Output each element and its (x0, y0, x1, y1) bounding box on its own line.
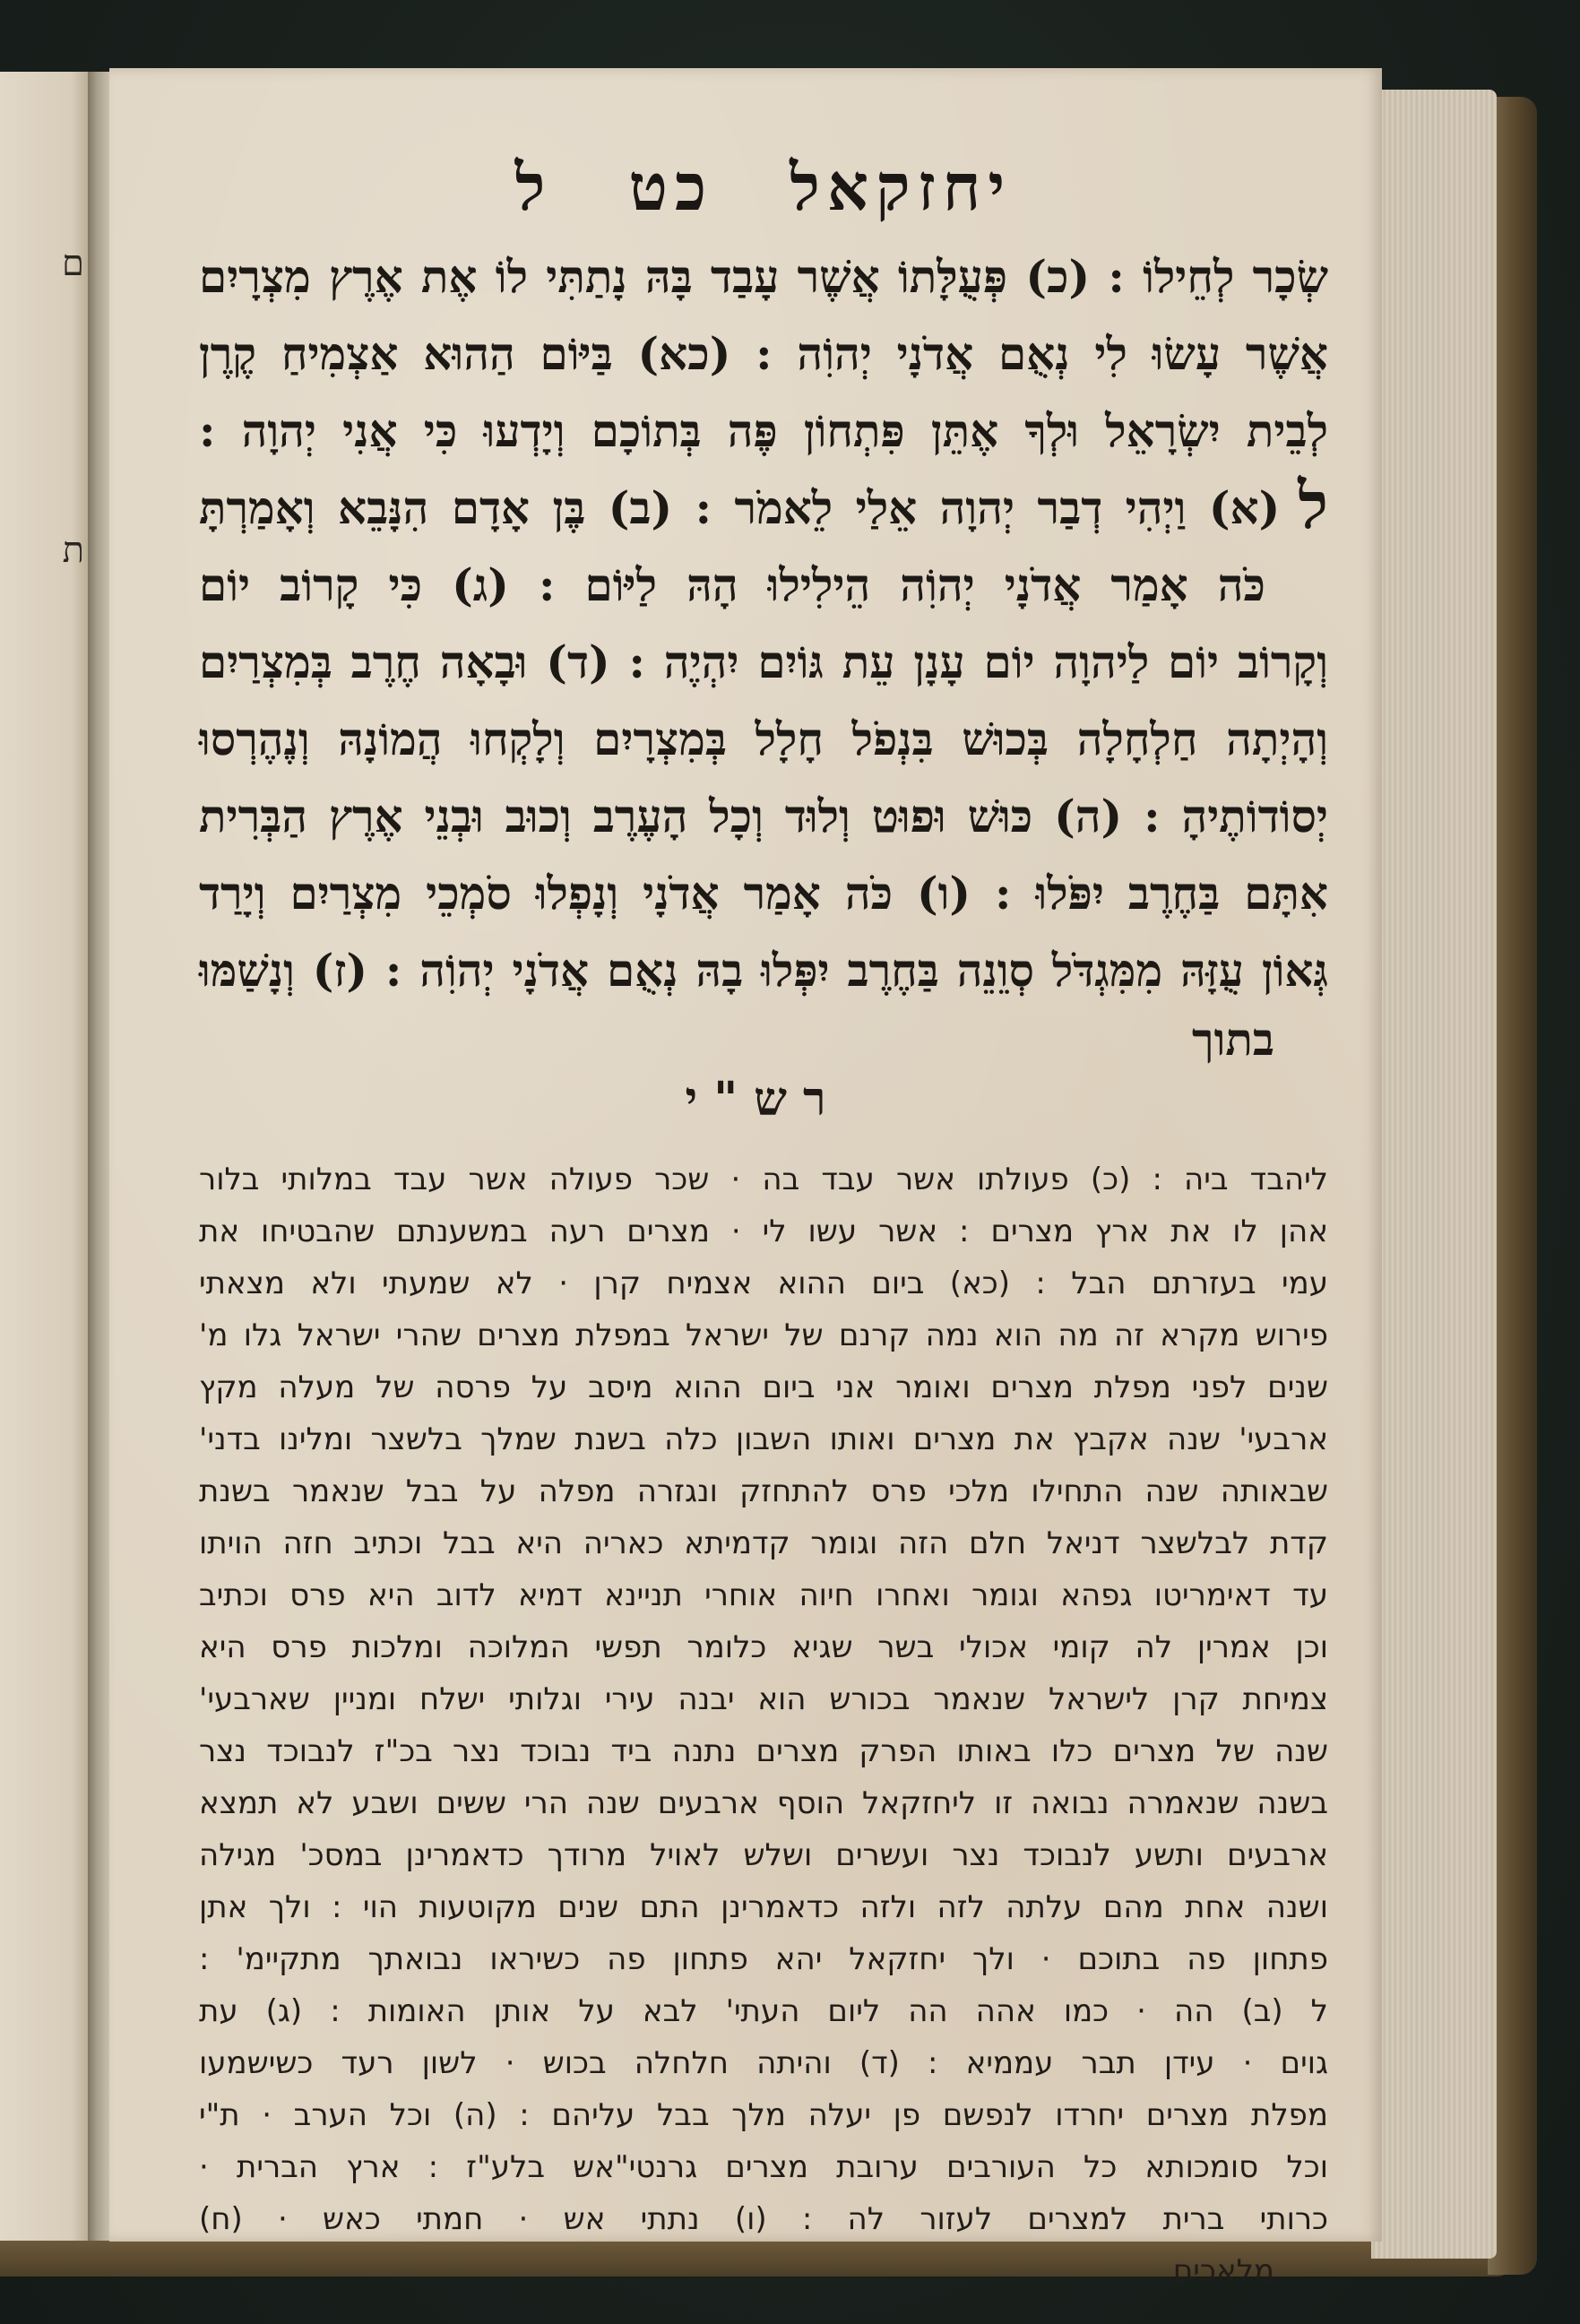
left-page-sliver (0, 72, 90, 2241)
chapter-number: ל (1298, 467, 1328, 543)
verse-line: כֹּה אָמַר אֲדֹנָי יְהוִֹה הֵילִילוּ הָהּ לַיּוֹם : (ג) כִּי קָרוֹב יוֹם (199, 558, 1265, 611)
running-head-book: יחזקאל (790, 149, 1013, 225)
page-block-edges (1371, 90, 1497, 2259)
left-page-text-fragment: ם (62, 243, 84, 284)
running-head (199, 149, 1328, 226)
commentary-line: ל (ב) הה · כמו אהה הה ליום העתי' לבא על אותן האומות : (ג) עת (199, 1993, 1328, 2029)
left-page-text-fragment: ת (62, 530, 84, 571)
verse-line: לְבֵית יִשְׂרָאֵל וּלְךָ אֶתֵּן פִּתְחוֹן פֶּה בְּתוֹכָם וְיָדְעוּ כִּי אֲנִי יְהוָה : (199, 404, 1328, 457)
commentary-line: צמיחת קרן לישראל שנאמר בכורש הוא יבנה עירי וגלותי ישלח ומניין שארבעי' (199, 1681, 1328, 1717)
commentary-title: רש"י (685, 1072, 842, 1127)
commentary-line: עמי בעזרתם הבל : (כא) ביום ההוא אצמיח קרן · לא שמעתי ולא מצאתי (199, 1266, 1328, 1301)
book-gutter (88, 72, 111, 2241)
commentary-line: פתחון פה בתוכם · ולך יחזקאל יהא פתחון פה כשיראו נבואתך מתקיימ' : (199, 1941, 1328, 1977)
commentary-text (199, 1153, 1328, 2297)
commentary-line: אהן לו את ארץ מצרים : אשר עשו לי · מצרים רעה במשענתם שהבטיחו את (199, 1214, 1328, 1249)
book-page (109, 68, 1382, 2289)
commentary-line: ארבעי' שנה אקבץ את מצרים ואותו השבון כלה בשנת שמלך בלשצר ומלינו בדני' (199, 1421, 1328, 1457)
commentary-line: וכל סומכותא כל העורבים ערובת מצרים גרנטי"אש בלע"ז : ארץ הברית · (199, 2149, 1328, 2185)
commentary-line: שנים לפני מפלת מצרים ואומר אני ביום ההוא מיסב על פרסה של מעלה מקץ (199, 1369, 1328, 1405)
scripture-text (199, 238, 1328, 1067)
commentary-line: ליהבד ביה : (כ) פעולתו אשר עבד בה · שכר פעולה אשר עבד במלותי בלור (199, 1162, 1328, 1197)
verse-line-chapter-start (199, 467, 1328, 547)
commentary-line: מלאכים (1172, 2253, 1274, 2289)
commentary-line: בשנה שנאמרה נבואה זו ליחזקאל הוסף ארבעים שנה הרי ששים ושבע לא תמצא (199, 1785, 1328, 1821)
commentary-line: פירוש מקרא זה מה הוא נמה קרנם של ישראל במפלת מצרים שהרי ישראל גלו מ' (199, 1318, 1328, 1353)
commentary-line: כרותי ברית למצרים לעזור לה : (ו) נתתי אש · חמתי כאש · (ח) (199, 2201, 1328, 2237)
catchword: בתוך (1192, 1013, 1274, 1066)
commentary-line: ושנה אחת מהם עלתה לזה ולזה כדאמרינן התם שנים מקוטעות הוי : ולך אתן (199, 1889, 1328, 1925)
verse-line: וְקָרוֹב יוֹם לַיהוָה יוֹם עָנָן עֵת גּוֹיִם יִהְיֶה : (ד) וּבָאָה חֶרֶב בְּמִצְרַיִם (199, 635, 1328, 688)
commentary-line: קדת לבלשצר דניאל חלם הזה וגומר קדמיתא כאריה היא בבל וכתיב חזה הויתו (199, 1525, 1328, 1561)
page-content (199, 149, 1328, 2297)
verse-line: אֲשֶׁר עָשׂוּ לִי נְאֻם אֲדֹנָי יְהוִֹה : (כא) בַּיּוֹם הַהוּא אַצְמִיחַ קֶרֶן (199, 327, 1328, 380)
verse-line-text: (א) וַיְהִי דְבַר יְהוָה אֵלַי לֵאמֹר : (ב) בֶּן אָדָם הִנָּבֵא וְאָמַרְתָּ (199, 481, 1281, 534)
verse-line: שְׂכָר לְחֵילוֹ : (כ) פְּעֻלָּתוֹ אֲשֶׁר עָבַד בָּהּ נָתַתִּי לוֹ אֶת אֶרֶץ מִצְרָיִם (199, 250, 1328, 303)
commentary-line: גוים · עידן תבר עממיא : (ד) והיתה חלחלה בכוש · לשון רעד כשישמעו (199, 2045, 1328, 2081)
verse-line: אִתָּם בַּחֶרֶב יִפֹּלוּ : (ו) כֹּה אָמַר אֲדֹנָי וְנָפְלוּ סֹמְכֵי מִצְרַיִם וְיָרַד (199, 867, 1328, 920)
commentary-line: שנה של מצרים כלו באותו הפרק מצרים נתנה ביד נבוכד נצר בכ"ז לנבוכד נצר (199, 1733, 1328, 1769)
verse-line: גְּאוֹן עֻזָּהּ מִמִּגְדֹּל סְוֵנֵה בַּחֶרֶב יִפְּלוּ בָהּ נְאֻם אֲדֹנָי יְהוִֹה : (ז) וְנָשַׁמּוּ (199, 944, 1328, 997)
verse-line: יְסוֹדוֹתֶיהָ : (ה) כּוּשׁ וּפוּט וְלוּד וְכָל הָעֶרֶב וְכוּב וּבְנֵי אֶרֶץ הַבְּרִית (199, 790, 1328, 842)
running-head-chapter: כט (628, 149, 714, 225)
commentary-line: מפלת מצרים יחרדו לנפשם פן יעלה מלך בבל עליהם : (ה) וכל הערב · ת"י (199, 2097, 1328, 2133)
commentary-line: וכן אמרין לה קומי אכולי בשר שגיא כלומר תפשי המלוכה ומלכות פרס היא (199, 1629, 1328, 1665)
commentary-line: עד דאימריטו גפהא וגומר ואחרו חיוה אוחרי תניינא דמיא לדוב היא פרס וכתיב (199, 1577, 1328, 1613)
running-head-chapter: ל (514, 149, 553, 225)
commentary-line: שבאותה שנה התחילו מלכי פרס להתחזק ונגזרה מפלה על בבל שנאמר בשנת (199, 1473, 1328, 1509)
verse-line: וְהָיְתָה חַלְחָלָה בְּכוּשׁ בִּנְפֹל חָלָל בְּמִצְרָיִם וְלָקְחוּ הֲמוֹנָהּ וְנֶהֶרְסוּ (199, 713, 1328, 765)
commentary-line: ארבעים ותשע לנבוכד נצר ועשרים ושלש לאויל מרודך כדאמרינן במסכ' מגילה (199, 1837, 1328, 1873)
